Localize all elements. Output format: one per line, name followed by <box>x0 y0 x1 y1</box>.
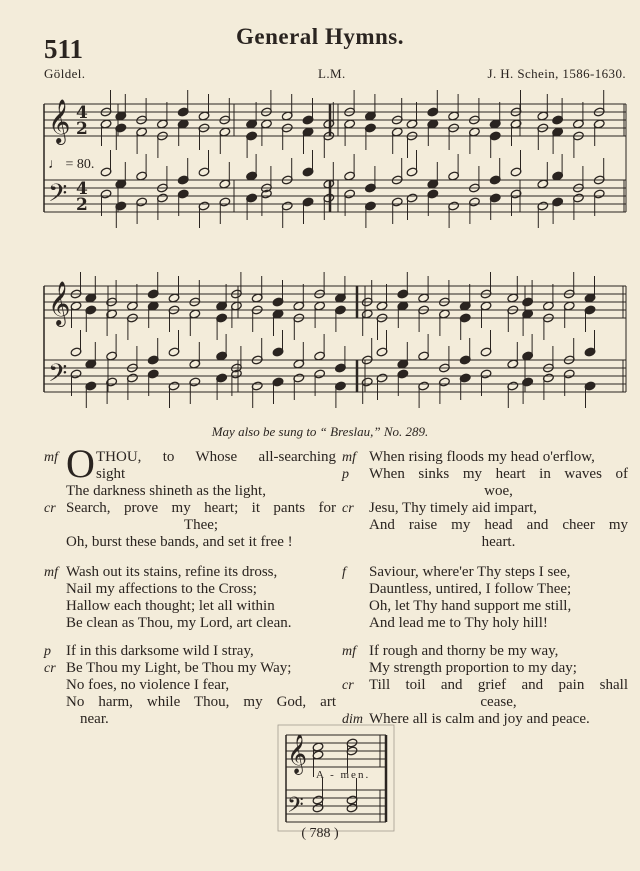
verse-line: When sinks my heart in waves of <box>369 466 628 482</box>
time-signature: 4 <box>76 103 88 123</box>
bass-clef-icon: 𝄢 <box>287 793 304 823</box>
verse-line: No foes, no violence I fear, <box>66 677 230 693</box>
dynamic-marking: mf <box>44 450 58 465</box>
verse-line: Oh, burst these bands, and set it free ! <box>66 534 293 550</box>
verse-line: Be clean as Thou, my Lord, art clean. <box>66 615 292 631</box>
verse-line: Where all is calm and joy and peace. <box>369 711 590 727</box>
verse-line: heart. <box>481 534 516 550</box>
bass-clef-icon: 𝄢 <box>48 179 68 214</box>
treble-clef-icon: 𝄞 <box>287 734 308 774</box>
page-title: General Hymns. <box>236 24 404 49</box>
verse-line: THOU, to Whose all-searching <box>96 449 336 465</box>
verse-line: Search, prove my heart; it pants for <box>66 500 336 516</box>
meter: L.M. <box>318 66 346 81</box>
dynamic-marking: p <box>342 467 349 482</box>
dynamic-marking: mf <box>342 644 356 659</box>
page-number: ( 788 ) <box>301 826 339 841</box>
dynamic-marking: p <box>44 644 51 659</box>
verse-line: Thee; <box>183 517 219 533</box>
dynamic-marking: dim <box>342 712 363 727</box>
dynamic-marking: cr <box>342 678 354 693</box>
verse-line: cease, <box>480 694 517 710</box>
verse-line: Jesu, Thy timely aid impart, <box>369 500 538 516</box>
tune-name: Göldel. <box>44 66 86 81</box>
time-signature: 2 <box>76 195 88 215</box>
treble-clef-icon: 𝄞 <box>48 281 71 325</box>
verse-line: Be Thou my Light, be Thou my Way; <box>66 660 292 676</box>
treble-clef-icon: 𝄞 <box>48 99 71 143</box>
verse-line: Oh, let Thy hand support me still, <box>369 598 572 614</box>
verse-line: If in this darksome wild I stray, <box>66 643 254 659</box>
dynamic-marking: cr <box>44 661 56 676</box>
verse-line: Wash out its stains, refine its dross, <box>66 564 278 580</box>
hymn-number: 511 <box>44 34 84 64</box>
verse-line: sight <box>96 466 126 482</box>
verse-line: woe, <box>484 483 513 499</box>
bass-clef-icon: 𝄢 <box>48 359 68 394</box>
verse-line: Saviour, where'er Thy steps I see, <box>369 564 571 580</box>
verse-line: My strength proportion to my day; <box>369 660 577 676</box>
verse-line: If rough and thorny be my way, <box>369 643 559 659</box>
time-signature: 4 <box>76 179 88 199</box>
composer: J. H. Schein, 1586-1630. <box>487 66 626 81</box>
dynamic-marking: mf <box>44 565 58 580</box>
tempo-marking: ♩ = 80. <box>48 157 95 172</box>
drop-cap: O <box>66 441 95 486</box>
dynamic-marking: f <box>342 565 346 580</box>
verse-line: Dauntless, untired, I follow Thee; <box>369 581 572 597</box>
verse-line: Hallow each thought; let all within <box>66 598 275 614</box>
dynamic-marking: mf <box>342 450 356 465</box>
verse-line: And lead me to Thy holy hill! <box>369 615 548 631</box>
dynamic-marking: cr <box>44 501 56 516</box>
alternate-tune-note: May also be sung to “ Breslau,” No. 289. <box>211 424 429 439</box>
verse-line: Till toil and grief and pain shall <box>369 677 628 693</box>
amen-text: A - men. <box>316 769 371 781</box>
time-signature: 2 <box>76 119 88 139</box>
verse-line: When rising floods my head o'erflow, <box>369 449 595 465</box>
verse-line: Nail my affections to the Cross; <box>66 581 257 597</box>
verse-line: No harm, while Thou, my God, art <box>66 694 336 710</box>
verse-line: And raise my head and cheer my <box>369 517 628 533</box>
dynamic-marking: cr <box>342 501 354 516</box>
verse-line: The darkness shineth as the light, <box>66 483 266 499</box>
verse-line: near. <box>80 711 109 727</box>
